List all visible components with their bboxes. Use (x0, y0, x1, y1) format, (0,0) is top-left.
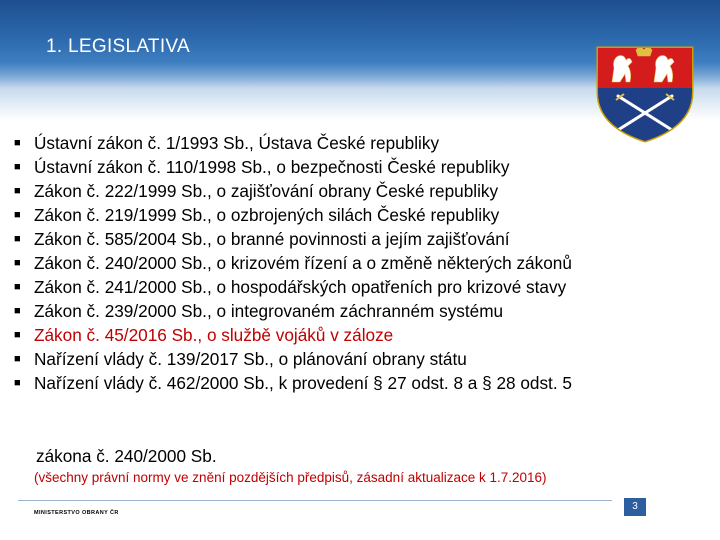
law-text: Zákon č. 241/2000 Sb., o hospodářských opatřeních pro krizové stavy (34, 277, 567, 297)
square-bullet-icon: ■ (14, 233, 21, 245)
square-bullet-icon: ■ (14, 209, 21, 221)
list-item (14, 155, 714, 179)
list-item (14, 251, 714, 275)
slide-title: 1. LEGISLATIVA (46, 36, 190, 57)
list-item (14, 371, 714, 395)
list-item (14, 227, 714, 251)
law-text: Zákon č. 45/2016 Sb., o službě vojáků v záloze (34, 325, 394, 345)
list-item (14, 275, 714, 299)
law-text: Zákon č. 222/1999 Sb., o zajišťování obrany České republiky (34, 181, 499, 201)
square-bullet-icon: ■ (14, 137, 21, 149)
page-number: 3 (624, 498, 646, 516)
square-bullet-icon: ■ (14, 353, 21, 365)
square-bullet-icon: ■ (14, 329, 21, 341)
law-text: Ústavní zákon č. 110/1998 Sb., o bezpečnosti České republiky (34, 157, 510, 177)
square-bullet-icon: ■ (14, 377, 21, 389)
list-item-highlighted (14, 323, 714, 347)
square-bullet-icon: ■ (14, 185, 21, 197)
law-text: Zákon č. 585/2004 Sb., o branné povinnosti a jejím zajišťování (34, 229, 510, 249)
square-bullet-icon: ■ (14, 281, 21, 293)
footer-ministry-name: MINISTERSTVO OBRANY ČR (34, 510, 119, 516)
footer-divider (18, 500, 612, 501)
square-bullet-icon: ■ (14, 305, 21, 317)
law-text: Zákon č. 240/2000 Sb., o krizovém řízení a o změně některých zákonů (34, 253, 572, 273)
list-item (14, 347, 714, 371)
law-text: Zákon č. 239/2000 Sb., o integrovaném záchranném systému (34, 301, 504, 321)
list-item (14, 131, 714, 155)
amendment-note: (všechny právní normy ve znění pozdějších předpisů, zásadní aktualizace k 1.7.2016) (34, 470, 547, 485)
list-item (14, 179, 714, 203)
legislation-list (14, 131, 714, 395)
ministry-emblem-icon (590, 44, 700, 144)
law-text-continuation: zákona č. 240/2000 Sb. (36, 446, 217, 466)
square-bullet-icon: ■ (14, 257, 21, 269)
square-bullet-icon: ■ (14, 161, 21, 173)
list-item (14, 203, 714, 227)
list-item (14, 299, 714, 323)
law-text: Nařízení vlády č. 139/2017 Sb., o plánování obrany státu (34, 349, 467, 369)
law-text: Nařízení vlády č. 462/2000 Sb., k provedení § 27 odst. 8 a § 28 odst. 5 (34, 373, 572, 393)
law-text: Ústavní zákon č. 1/1993 Sb., Ústava České republiky (34, 133, 440, 153)
law-text: Zákon č. 219/1999 Sb., o ozbrojených silách České republiky (34, 205, 500, 225)
